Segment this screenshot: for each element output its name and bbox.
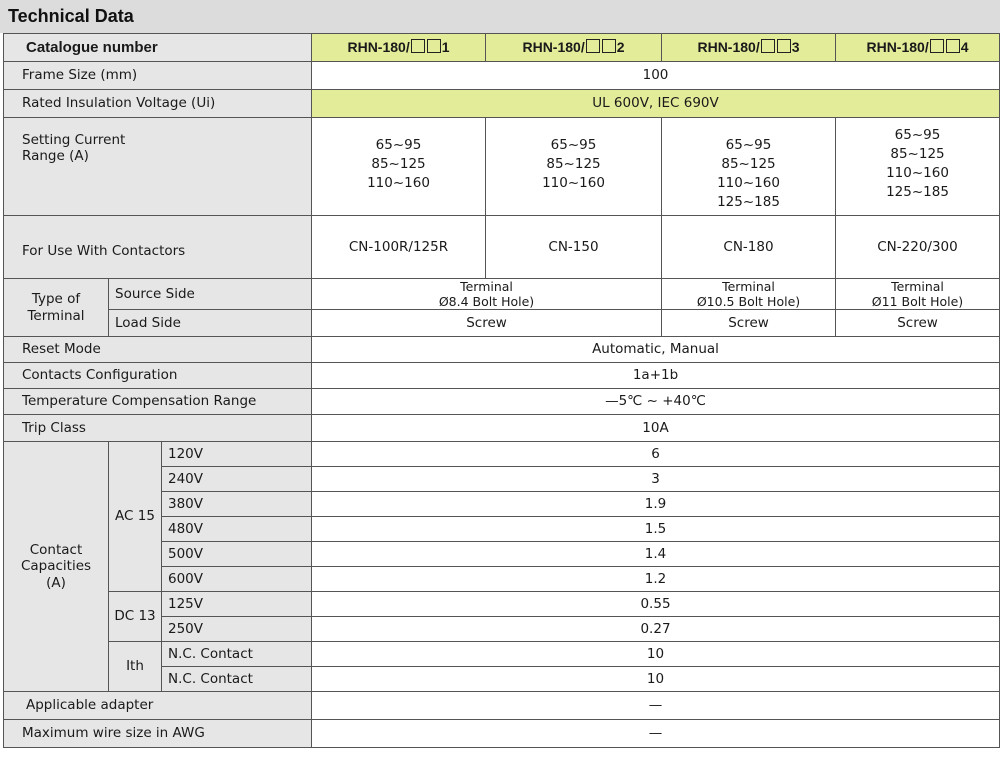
rated-insulation-label: Rated Insulation Voltage (Ui) (4, 90, 312, 118)
contactors-row (4, 216, 1000, 279)
temp-comp-row (4, 389, 1000, 415)
model-header-1: RHN-180/ 1 (312, 34, 486, 62)
wire-size-value: — (312, 720, 1000, 748)
setting-current-col-2: 65~95 85~125 110~160 (486, 118, 662, 216)
terminal-load-row (4, 310, 1000, 337)
technical-data-table (3, 33, 1000, 748)
temp-comp-value: —5℃ ~ +40℃ (312, 389, 1000, 415)
frame-size-row (4, 62, 1000, 90)
capacity-row (4, 442, 1000, 467)
load-side-value-2: Screw (662, 310, 836, 337)
source-side-label: Source Side (109, 279, 312, 310)
contacts-config-row (4, 363, 1000, 389)
capacity-value: 0.55 (312, 592, 1000, 617)
placeholder-box-icon (411, 39, 425, 53)
capacity-value: 1.4 (312, 542, 1000, 567)
capacity-value: 10 (312, 642, 1000, 667)
contactor-value-2: CN-150 (486, 216, 662, 279)
placeholder-box-icon (761, 39, 775, 53)
catalogue-number-label: Catalogue number (4, 34, 312, 62)
setting-current-col-1: 65~95 85~125 110~160 (312, 118, 486, 216)
capacity-value: 1.9 (312, 492, 1000, 517)
dc13-label: DC 13 (109, 592, 162, 642)
temp-comp-label: Temperature Compensation Range (4, 389, 312, 415)
terminal-type-label: Type of Terminal (4, 279, 109, 337)
adapter-value: — (312, 692, 1000, 720)
adapter-label: Applicable adapter (4, 692, 312, 720)
placeholder-box-icon (427, 39, 441, 53)
voltage-label: 600V (162, 567, 312, 592)
setting-current-col-4: 65~95 85~125 110~160 125~185 (836, 118, 1000, 216)
source-side-value-1: Terminal Ø8.4 Bolt Hole) (312, 279, 662, 310)
placeholder-box-icon (930, 39, 944, 53)
trip-class-value: 10A (312, 415, 1000, 442)
voltage-label: 125V (162, 592, 312, 617)
load-side-label: Load Side (109, 310, 312, 337)
voltage-label: 240V (162, 467, 312, 492)
placeholder-box-icon (586, 39, 600, 53)
model-header-4: RHN-180/ 4 (836, 34, 1000, 62)
voltage-label: 250V (162, 617, 312, 642)
capacity-value: 6 (312, 442, 1000, 467)
ac15-label: AC 15 (109, 442, 162, 592)
frame-size-value: 100 (312, 62, 1000, 90)
capacity-row (4, 592, 1000, 617)
voltage-label: 380V (162, 492, 312, 517)
header-row (4, 34, 1000, 62)
wire-size-row (4, 720, 1000, 748)
rated-insulation-value: UL 600V, IEC 690V (312, 90, 1000, 118)
capacity-value: 1.5 (312, 517, 1000, 542)
terminal-source-row (4, 279, 1000, 310)
reset-mode-label: Reset Mode (4, 337, 312, 363)
voltage-label: 120V (162, 442, 312, 467)
contactor-value-3: CN-180 (662, 216, 836, 279)
placeholder-box-icon (602, 39, 616, 53)
contactor-value-4: CN-220/300 (836, 216, 1000, 279)
setting-current-col-3: 65~95 85~125 110~160 125~185 (662, 118, 836, 216)
contact-capacities-label: Contact Capacities (A) (4, 442, 109, 692)
model-header-3: RHN-180/ 3 (662, 34, 836, 62)
rated-insulation-row (4, 90, 1000, 118)
reset-mode-row (4, 337, 1000, 363)
source-side-value-3: Terminal Ø11 Bolt Hole) (836, 279, 1000, 310)
placeholder-box-icon (777, 39, 791, 53)
setting-current-label: Setting Current Range (A) (4, 118, 312, 216)
capacity-value: 3 (312, 467, 1000, 492)
ith-label: Ith (109, 642, 162, 692)
placeholder-box-icon (946, 39, 960, 53)
load-side-value-1: Screw (312, 310, 662, 337)
contacts-config-value: 1a+1b (312, 363, 1000, 389)
model-header-2: RHN-180/ 2 (486, 34, 662, 62)
contactors-label: For Use With Contactors (4, 216, 312, 279)
voltage-label: 500V (162, 542, 312, 567)
trip-class-row (4, 415, 1000, 442)
voltage-label: 480V (162, 517, 312, 542)
contacts-config-label: Contacts Configuration (4, 363, 312, 389)
trip-class-label: Trip Class (4, 415, 312, 442)
reset-mode-value: Automatic, Manual (312, 337, 1000, 363)
wire-size-label: Maximum wire size in AWG (4, 720, 312, 748)
capacity-value: 0.27 (312, 617, 1000, 642)
adapter-row (4, 692, 1000, 720)
load-side-value-3: Screw (836, 310, 1000, 337)
contact-label: N.C. Contact (162, 667, 312, 692)
contact-label: N.C. Contact (162, 642, 312, 667)
title-bar (0, 0, 1000, 33)
setting-current-row (4, 118, 1000, 216)
capacity-value: 1.2 (312, 567, 1000, 592)
capacity-row (4, 642, 1000, 667)
page-title: Technical Data (8, 6, 134, 26)
source-side-value-2: Terminal Ø10.5 Bolt Hole) (662, 279, 836, 310)
frame-size-label: Frame Size (mm) (4, 62, 312, 90)
contactor-value-1: CN-100R/125R (312, 216, 486, 279)
capacity-value: 10 (312, 667, 1000, 692)
